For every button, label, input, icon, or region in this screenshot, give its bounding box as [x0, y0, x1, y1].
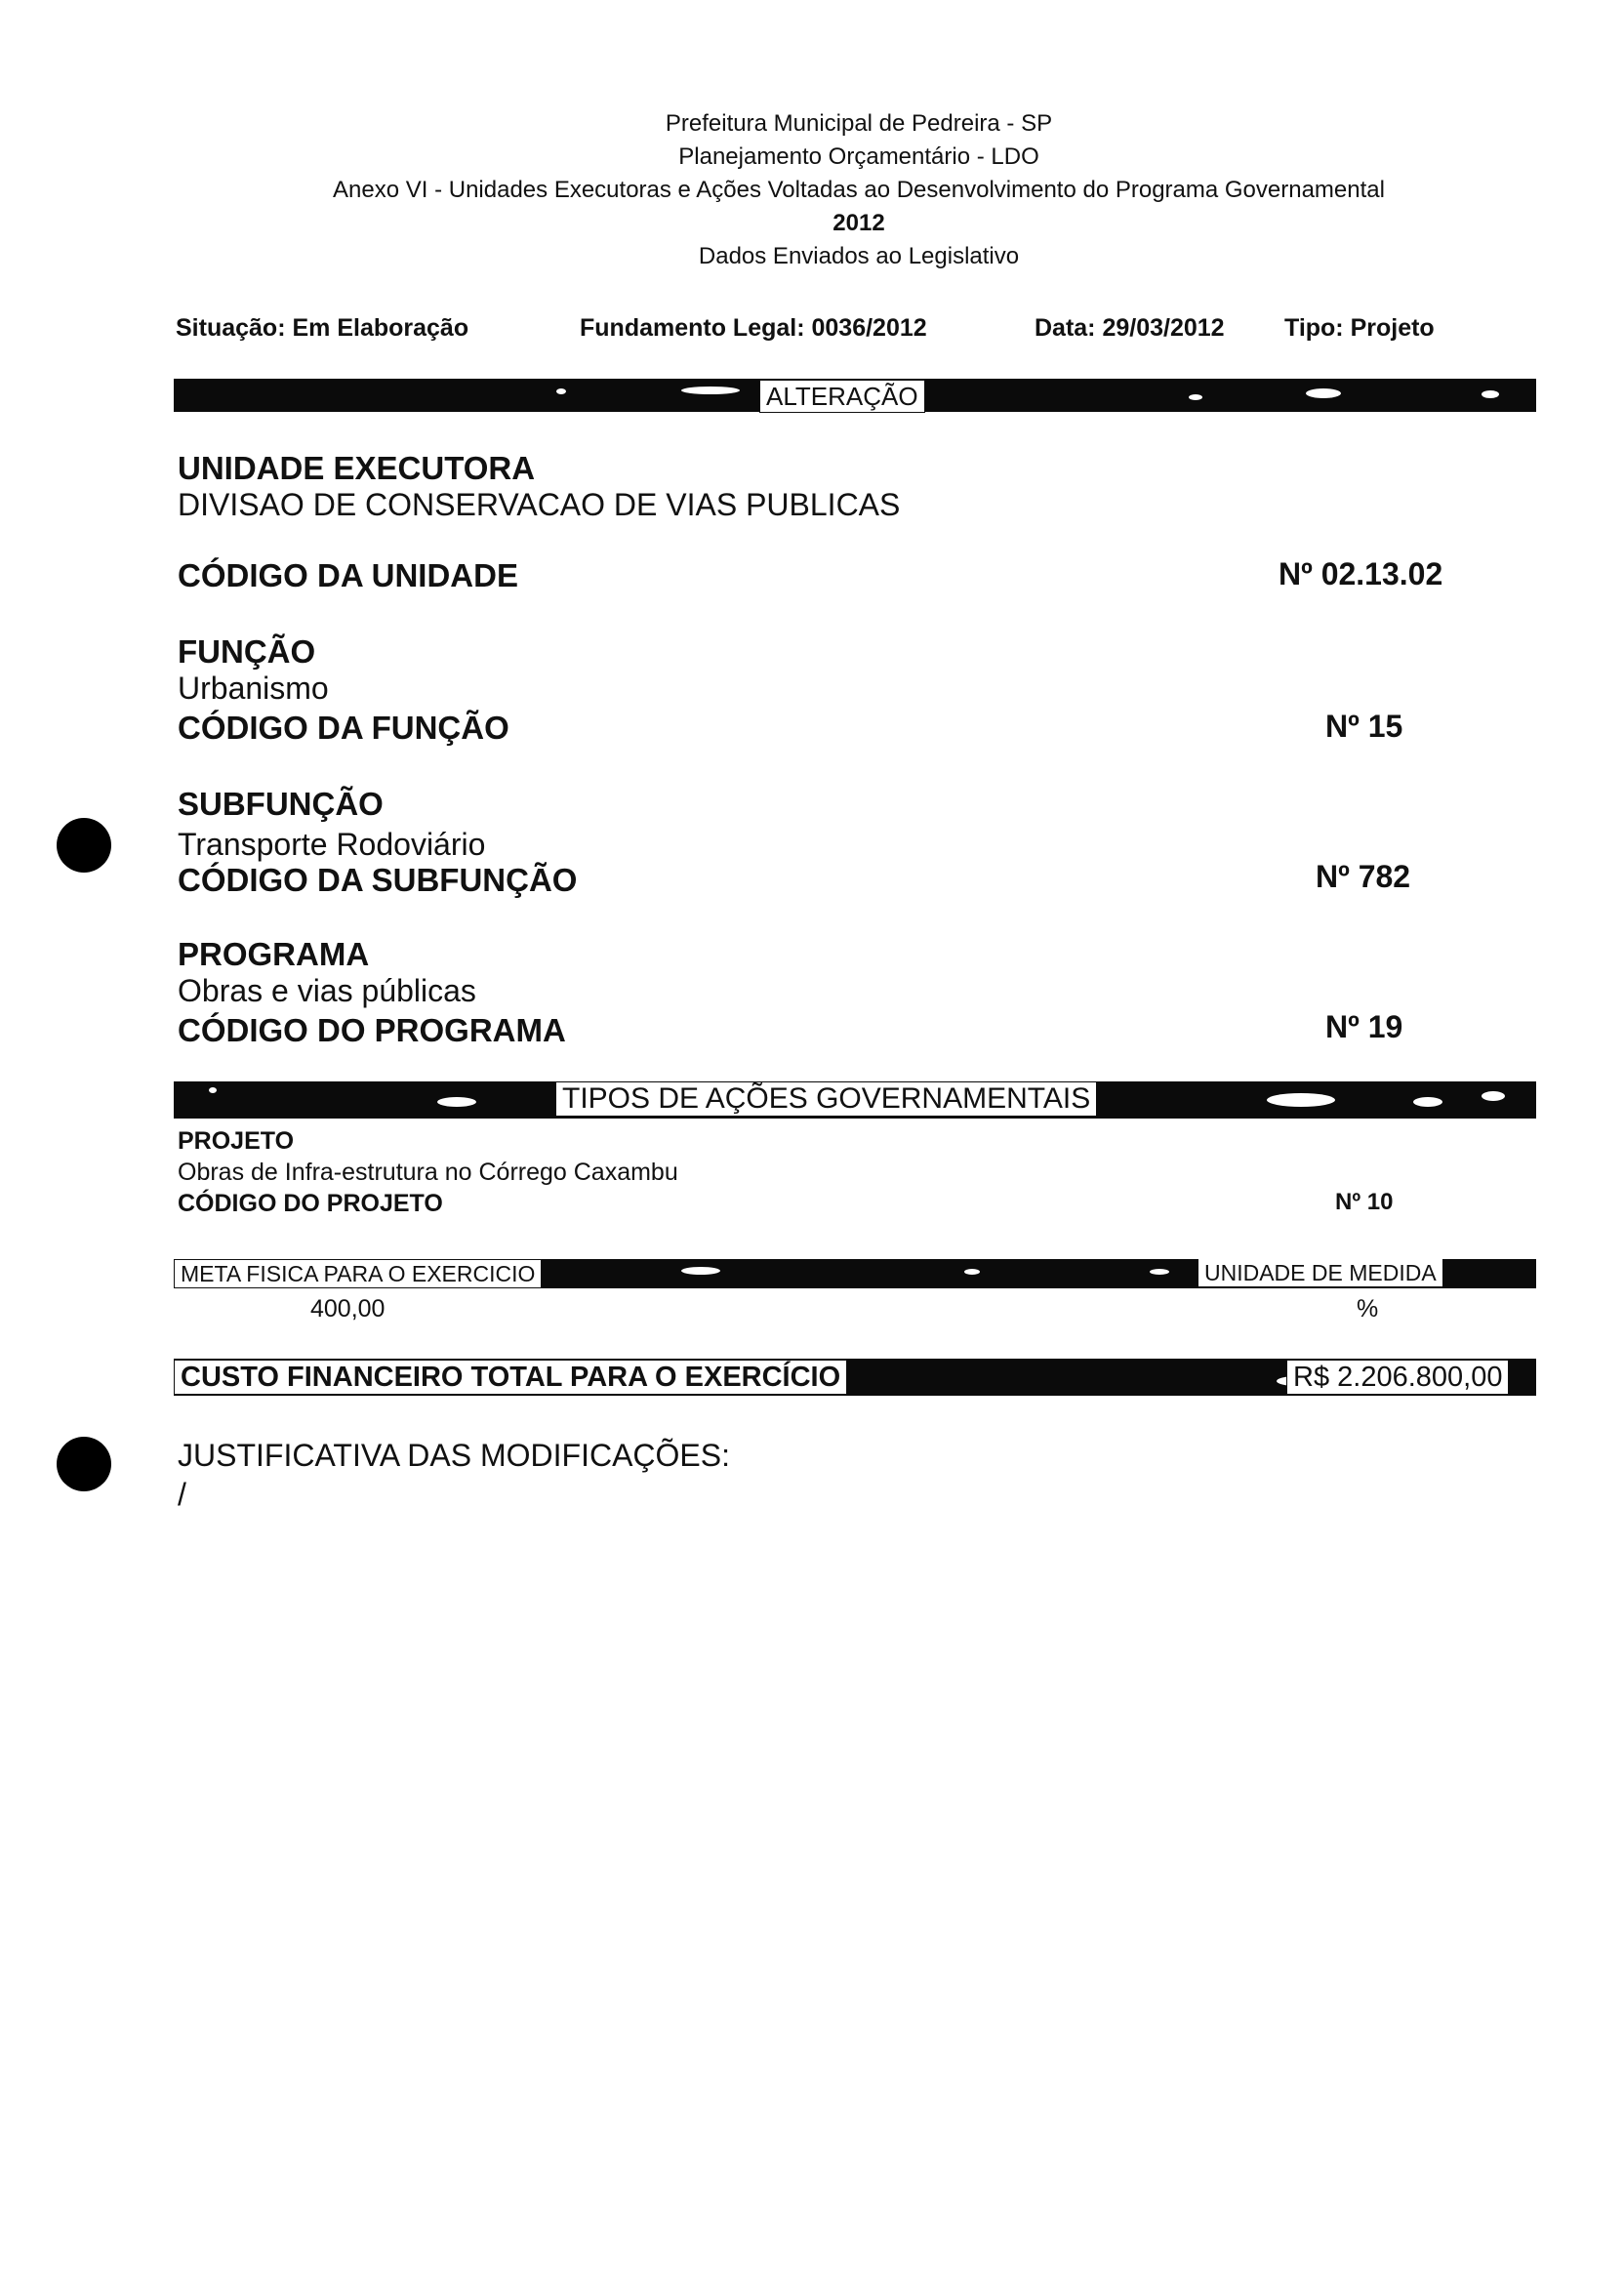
unidade-value: DIVISAO DE CONSERVACAO DE VIAS PUBLICAS	[178, 487, 901, 522]
header-sent: Dados Enviados ao Legislativo	[698, 243, 1020, 269]
meta-fisica-label: META FISICA PARA O EXERCICIO	[174, 1259, 542, 1288]
funcao-heading: FUNÇÃO	[178, 633, 316, 670]
projeto-value: Obras de Infra-estrutura no Córrego Caxambu	[178, 1159, 678, 1186]
tipos-bar	[174, 1081, 1536, 1119]
alteracao-label: ALTERAÇÃO	[759, 380, 925, 413]
projeto-heading: PROJETO	[178, 1127, 295, 1155]
programa-value: Obras e vias públicas	[178, 973, 476, 1008]
status-fundamento: Fundamento Legal: 0036/2012	[580, 314, 927, 342]
alteracao-bar	[174, 379, 1536, 412]
unidade-code: Nº 02.13.02	[1279, 556, 1443, 591]
subfuncao-heading: SUBFUNÇÃO	[178, 786, 384, 822]
unidade-code-label: CÓDIGO DA UNIDADE	[178, 557, 518, 593]
meta-fisica-bar	[174, 1259, 1536, 1288]
tipos-label: TIPOS DE AÇÕES GOVERNAMENTAIS	[556, 1082, 1096, 1116]
programa-heading: PROGRAMA	[178, 936, 370, 972]
funcao-value: Urbanismo	[178, 671, 329, 706]
programa-code: Nº 19	[1325, 1009, 1403, 1044]
subfuncao-code-label: CÓDIGO DA SUBFUNÇÃO	[178, 862, 578, 898]
justificativa-value: /	[178, 1477, 186, 1512]
subfuncao-code: Nº 782	[1316, 859, 1411, 894]
header-planning: Planejamento Orçamentário - LDO	[678, 143, 1039, 170]
custo-value: R$ 2.206.800,00	[1286, 1360, 1509, 1395]
header-annex: Anexo VI - Unidades Executoras e Ações Voltadas ao Desenvolvimento do Programa Governamental	[333, 177, 1385, 203]
subfuncao-value: Transporte Rodoviário	[178, 827, 486, 862]
status-data: Data: 29/03/2012	[1035, 314, 1225, 342]
projeto-code-label: CÓDIGO DO PROJETO	[178, 1190, 443, 1217]
funcao-code-label: CÓDIGO DA FUNÇÃO	[178, 710, 509, 746]
status-situacao: Situação: Em Elaboração	[176, 314, 469, 342]
unidade-medida-label: UNIDADE DE MEDIDA	[1198, 1259, 1442, 1286]
unidade-heading: UNIDADE EXECUTORA	[178, 450, 536, 486]
punch-hole	[57, 818, 111, 873]
custo-bar	[174, 1359, 1536, 1396]
meta-fisica-value: 400,00	[310, 1295, 386, 1323]
unidade-medida-value: %	[1357, 1295, 1379, 1323]
programa-code-label: CÓDIGO DO PROGRAMA	[178, 1012, 566, 1048]
punch-hole	[57, 1437, 111, 1491]
custo-label: CUSTO FINANCEIRO TOTAL PARA O EXERCÍCIO	[174, 1360, 847, 1395]
header-municipality: Prefeitura Municipal de Pedreira - SP	[665, 110, 1053, 137]
projeto-code: Nº 10	[1335, 1189, 1394, 1215]
header-year: 2012	[832, 210, 885, 236]
status-tipo: Tipo: Projeto	[1284, 314, 1435, 342]
justificativa-label: JUSTIFICATIVA DAS MODIFICAÇÕES:	[178, 1438, 730, 1473]
funcao-code: Nº 15	[1325, 709, 1403, 744]
